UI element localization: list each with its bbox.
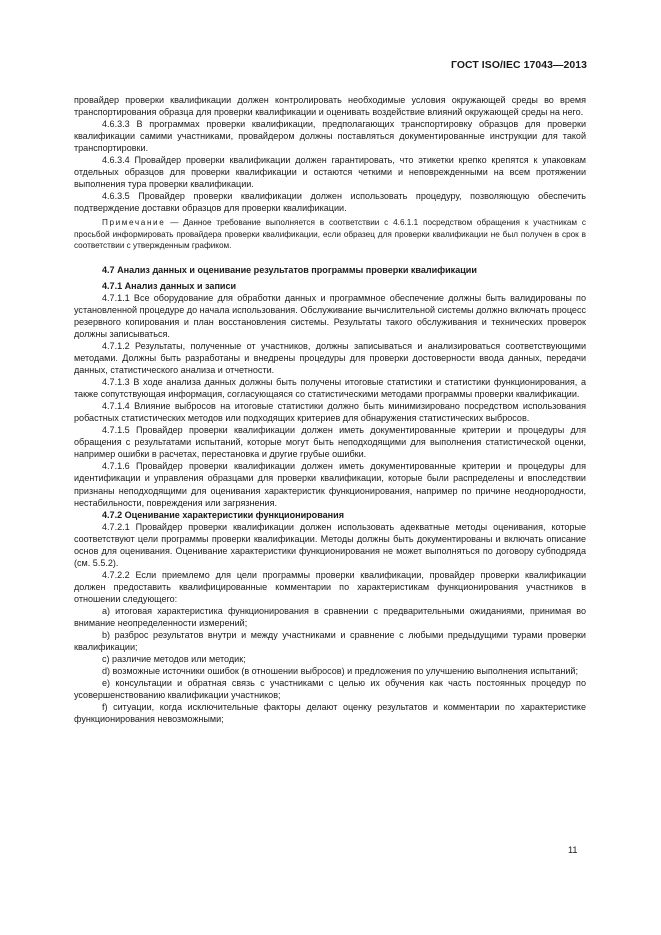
note-block [74, 217, 586, 251]
page-number: 11 [568, 845, 578, 855]
paragraph-4-7-1-1: 4.7.1.1 Все оборудование для обработки данных и программное обеспечение должны быть валидированы по установленной процедуре до начала использования. Обслуживание вычислительной системы должно включать процесс резервного копирования и план восстановления системы. Результаты такого обслуживания и технических проверок должны записываться. [74, 292, 586, 339]
paragraph-4-7-2-1: 4.7.2.1 Провайдер проверки квалификации должен использовать адекватные методы оценивания, которые соответствуют цели программы проверки квалификации. Методы должны быть документированы и включать описание основ для оценивания. Оценивание характеристики функционирования не может выполняться по договору субподряда (см. 5.5.2). [74, 521, 586, 568]
paragraph-4-7-2-2: 4.7.2.2 Если приемлемо для цели программы проверки квалификации, провайдер проверки квалификации должен предоставить квалифицированные комментарии по характеристикам функционирования участников в отношении следующего: [74, 569, 586, 604]
document-code-header: ГОСТ ISO/IEC 17043—2013 [450, 60, 587, 71]
list-item-d: d) возможные источники ошибок (в отношении выбросов) и предложения по улучшению выполнения испытаний; [102, 666, 578, 677]
paragraph-4-7-1-3: 4.7.1.3 В ходе анализа данных должны быть получены итоговые статистики и статистики функционирования, а также сопутствующая информация, согласующаяся со статистическими методами программы проверки квалификации. [74, 377, 586, 400]
list-item-b: b) разброс результатов внутри и между участниками и сравнение с любыми предыдущими турами проверки квалификации; [74, 630, 586, 653]
list-item-e: e) консультации и обратная связь с участниками с целью их обучения как часть постоянных процедур по усовершенствованию квалификации участников; [74, 678, 586, 701]
list-item-f: f) ситуации, когда исключительные факторы делают оценку результатов и комментарии по характеристике функционирования невозможными; [74, 702, 586, 725]
paragraph: провайдер проверки квалификации должен контролировать необходимые условия окружающей среды во время транспортирования образца для проверки квалификации и оценивать воздействие влияний окружающей среды на него. [74, 95, 586, 118]
paragraph-4-6-3-3: 4.6.3.3 В программах проверки квалификации, предполагающих транспортировку образцов для проверки квалификации самими участниками, провайдером должны поставляться документированные инструкции для такой транспортировки. [74, 119, 586, 154]
paragraph-4-7-1-4: 4.7.1.4 Влияние выбросов на итоговые статистики должно быть минимизировано посредством использования робастных статистических методов или подходящих критериев для обнаружения статистических выбросов. [74, 401, 586, 424]
list-item-c: c) различие методов или методик; [102, 654, 246, 665]
section-title-4-7-2: 4.7.2 Оценивание характеристики функционирования [102, 509, 344, 520]
paragraph-4-7-1-6: 4.7.1.6 Провайдер проверки квалификации должен иметь документированные критерии и процедуры для идентификации и управления образцами для проверки квалификации, которые были распределены и впоследствии признаны неподходящими для оценивания характеристик функционирования, например по причине неоднородности, нестабильности, повреждения или загрязнения. [74, 461, 586, 508]
note-label: Примечание [102, 218, 166, 228]
list-item-a: a) итоговая характеристика функционирования в сравнении с предварительными ожиданиями, принимая во внимание неопределенности измерений; [74, 606, 586, 629]
paragraph-4-6-3-5: 4.6.3.5 Провайдер проверки квалификации должен использовать процедуру, позволяющую обеспечить подтверждение доставки образцов для проверки квалификации. [74, 191, 586, 214]
paragraph-4-7-1-5: 4.7.1.5 Провайдер проверки квалификации должен иметь документированные критерии и процедуры для обращения с результатами испытаний, которые могут быть неподходящими для выполнения статистической оценки, например ошибки в расчетах, перестановка и другие грубые ошибки. [74, 425, 586, 460]
document-body [74, 94, 586, 725]
section-title-4-7: 4.7 Анализ данных и оценивание результатов программы проверки квалификации [102, 264, 477, 275]
paragraph-4-6-3-4: 4.6.3.4 Провайдер проверки квалификации должен гарантировать, что этикетки крепко крепятся к упаковкам отдельных образцов для проверки квалификации и остаются четкими и неповрежденными на всем протяжении выполнения тура проверки квалификации. [74, 155, 586, 190]
section-title-4-7-1: 4.7.1 Анализ данных и записи [102, 280, 237, 291]
paragraph-4-7-1-2: 4.7.1.2 Результаты, полученные от участников, должны записываться и анализироваться соответствующими методами. Должны быть разработаны и внедрены процедуры для проверки достоверности ввода данных, передачи данных, статистического анализа и отчетности. [74, 340, 586, 376]
note-text: — Данное требование выполняется в соответствии с 4.6.1.1 посредством обращения к участникам с просьбой информировать провайдера проверки квалификации, если образец для проверки квалификации не был получен в срок в соответствии с утвержденным графиком. [74, 218, 586, 251]
